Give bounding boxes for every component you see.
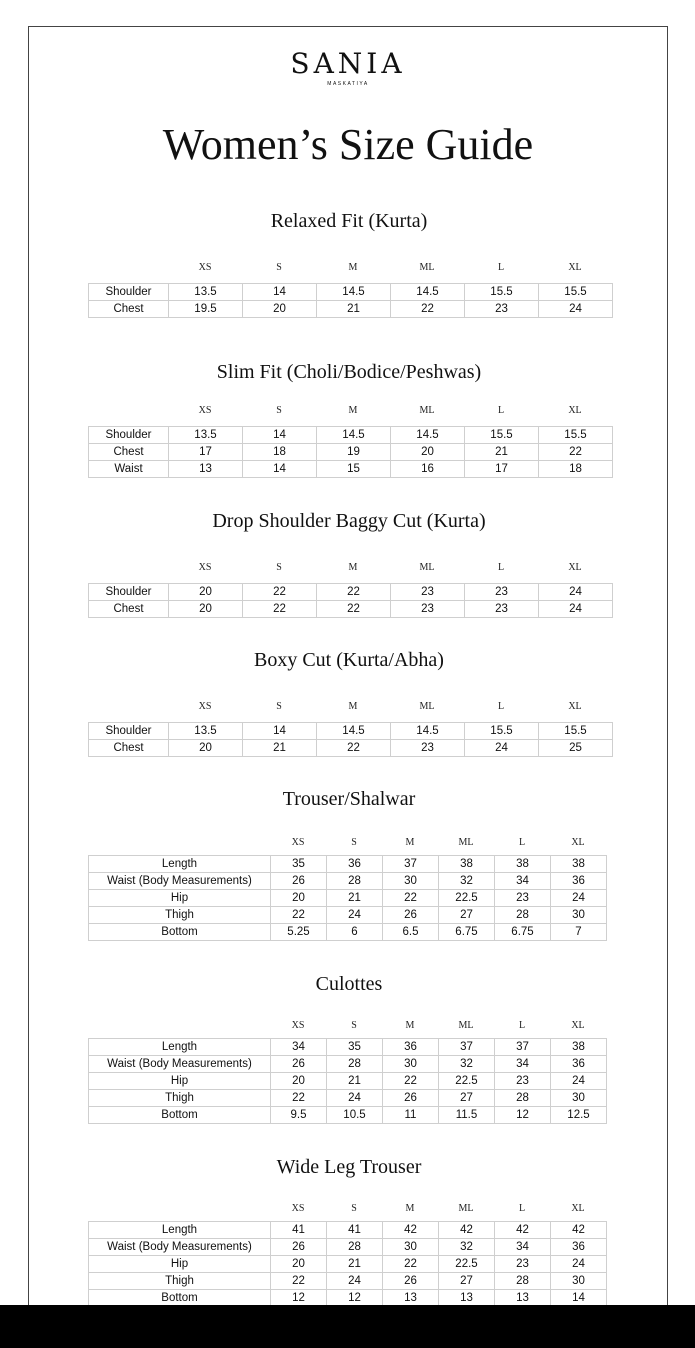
row-label: Hip xyxy=(89,1256,271,1273)
size-header: L xyxy=(518,837,526,848)
table-row xyxy=(89,284,613,301)
measurement-cell: 14 xyxy=(243,723,317,740)
row-label: Shoulder xyxy=(89,723,169,740)
size-table xyxy=(88,722,613,757)
section-title: Culottes xyxy=(315,973,383,995)
measurement-cell: 23 xyxy=(495,1256,551,1273)
size-table xyxy=(88,1221,607,1307)
row-label: Thigh xyxy=(89,1090,271,1107)
measurement-cell: 13 xyxy=(439,1290,495,1307)
measurement-cell: 32 xyxy=(439,1239,495,1256)
measurement-cell: 23 xyxy=(495,1073,551,1090)
measurement-cell: 37 xyxy=(495,1039,551,1056)
size-table xyxy=(88,283,613,318)
measurement-cell: 41 xyxy=(271,1222,327,1239)
measurement-cell: 35 xyxy=(271,856,327,873)
measurement-cell: 38 xyxy=(551,856,607,873)
measurement-cell: 22 xyxy=(383,1073,439,1090)
measurement-cell: 24 xyxy=(551,890,607,907)
measurement-cell: 22.5 xyxy=(439,890,495,907)
measurement-cell: 28 xyxy=(495,1090,551,1107)
size-table xyxy=(88,426,613,478)
measurement-cell: 12 xyxy=(495,1107,551,1124)
measurement-cell: 14.5 xyxy=(317,284,391,301)
measurement-cell: 13.5 xyxy=(169,284,243,301)
row-label: Shoulder xyxy=(89,427,169,444)
measurement-cell: 6.75 xyxy=(439,924,495,941)
measurement-cell: 14.5 xyxy=(391,723,465,740)
table-row xyxy=(89,1056,607,1073)
measurement-cell: 12 xyxy=(327,1290,383,1307)
measurement-cell: 30 xyxy=(551,1273,607,1290)
measurement-cell: 26 xyxy=(271,1239,327,1256)
measurement-cell: 36 xyxy=(383,1039,439,1056)
measurement-cell: 14 xyxy=(243,427,317,444)
size-header: ML xyxy=(458,837,474,848)
measurement-cell: 27 xyxy=(439,1273,495,1290)
measurement-cell: 24 xyxy=(539,601,613,618)
row-label: Waist (Body Measurements) xyxy=(89,1056,271,1073)
measurement-cell: 20 xyxy=(271,890,327,907)
measurement-cell: 37 xyxy=(439,1039,495,1056)
measurement-cell: 18 xyxy=(243,444,317,461)
measurement-cell: 30 xyxy=(383,873,439,890)
size-header: ML xyxy=(419,262,435,273)
measurement-cell: 17 xyxy=(169,444,243,461)
table-row xyxy=(89,601,613,618)
measurement-cell: 23 xyxy=(391,740,465,757)
measurement-cell: 15.5 xyxy=(465,284,539,301)
size-header: M xyxy=(348,562,358,573)
measurement-cell: 23 xyxy=(465,301,539,318)
page-title: Women’s Size Guide xyxy=(162,120,534,169)
measurement-cell: 24 xyxy=(539,584,613,601)
measurement-cell: 15.5 xyxy=(539,723,613,740)
row-label: Length xyxy=(89,856,271,873)
table-row xyxy=(89,1222,607,1239)
table-row xyxy=(89,444,613,461)
measurement-cell: 16 xyxy=(391,461,465,478)
size-header: XL xyxy=(568,262,582,273)
measurement-cell: 14.5 xyxy=(391,284,465,301)
size-header: XS xyxy=(198,405,212,416)
table-row xyxy=(89,1256,607,1273)
size-header: M xyxy=(405,1203,415,1214)
measurement-cell: 11 xyxy=(383,1107,439,1124)
measurement-cell: 22 xyxy=(243,601,317,618)
measurement-cell: 15 xyxy=(317,461,391,478)
size-header: S xyxy=(351,837,357,848)
measurement-cell: 18 xyxy=(539,461,613,478)
measurement-cell: 22 xyxy=(391,301,465,318)
measurement-cell: 36 xyxy=(327,856,383,873)
table-row xyxy=(89,723,613,740)
measurement-cell: 24 xyxy=(327,1273,383,1290)
measurement-cell: 26 xyxy=(271,1056,327,1073)
measurement-cell: 28 xyxy=(495,1273,551,1290)
measurement-cell: 11.5 xyxy=(439,1107,495,1124)
table-row xyxy=(89,924,607,941)
measurement-cell: 14.5 xyxy=(317,427,391,444)
measurement-cell: 30 xyxy=(551,1090,607,1107)
size-header: ML xyxy=(419,562,435,573)
measurement-cell: 36 xyxy=(551,1056,607,1073)
table-row xyxy=(89,890,607,907)
measurement-cell: 13 xyxy=(383,1290,439,1307)
size-header: ML xyxy=(419,405,435,416)
measurement-cell: 28 xyxy=(327,873,383,890)
table-row xyxy=(89,584,613,601)
table-row xyxy=(89,427,613,444)
table-row xyxy=(89,301,613,318)
measurement-cell: 26 xyxy=(383,1090,439,1107)
row-label: Bottom xyxy=(89,1290,271,1307)
size-header: ML xyxy=(419,701,435,712)
measurement-cell: 22 xyxy=(539,444,613,461)
measurement-cell: 28 xyxy=(327,1056,383,1073)
section-title: Wide Leg Trouser xyxy=(276,1156,422,1178)
size-guide-sheet xyxy=(28,26,668,1326)
row-label: Bottom xyxy=(89,1107,271,1124)
measurement-cell: 32 xyxy=(439,1056,495,1073)
measurement-cell: 41 xyxy=(327,1222,383,1239)
measurement-cell: 6 xyxy=(327,924,383,941)
measurement-cell: 5.25 xyxy=(271,924,327,941)
measurement-cell: 22 xyxy=(317,584,391,601)
measurement-cell: 22 xyxy=(317,740,391,757)
size-header: S xyxy=(276,405,282,416)
measurement-cell: 22 xyxy=(383,890,439,907)
measurement-cell: 22.5 xyxy=(439,1073,495,1090)
measurement-cell: 14 xyxy=(243,461,317,478)
measurement-cell: 23 xyxy=(465,601,539,618)
measurement-cell: 21 xyxy=(327,1073,383,1090)
measurement-cell: 34 xyxy=(271,1039,327,1056)
measurement-cell: 14.5 xyxy=(391,427,465,444)
row-label: Bottom xyxy=(89,924,271,941)
measurement-cell: 22 xyxy=(271,1090,327,1107)
measurement-cell: 14 xyxy=(551,1290,607,1307)
row-label: Chest xyxy=(89,601,169,618)
measurement-cell: 23 xyxy=(495,890,551,907)
measurement-cell: 6.5 xyxy=(383,924,439,941)
measurement-cell: 20 xyxy=(271,1073,327,1090)
measurement-cell: 22 xyxy=(271,907,327,924)
size-header: L xyxy=(518,1020,526,1031)
measurement-cell: 13.5 xyxy=(169,723,243,740)
measurement-cell: 36 xyxy=(551,873,607,890)
measurement-cell: 6.75 xyxy=(495,924,551,941)
section-title: Boxy Cut (Kurta/Abha) xyxy=(254,649,444,671)
measurement-cell: 42 xyxy=(439,1222,495,1239)
size-header: S xyxy=(276,562,282,573)
measurement-cell: 14 xyxy=(243,284,317,301)
table-row xyxy=(89,1239,607,1256)
size-header: L xyxy=(518,1203,526,1214)
size-header: XL xyxy=(568,405,582,416)
table-row xyxy=(89,1290,607,1307)
measurement-cell: 27 xyxy=(439,1090,495,1107)
measurement-cell: 30 xyxy=(383,1056,439,1073)
measurement-cell: 34 xyxy=(495,873,551,890)
size-header: XL xyxy=(571,1020,585,1031)
size-table xyxy=(88,1038,607,1124)
measurement-cell: 30 xyxy=(383,1239,439,1256)
measurement-cell: 20 xyxy=(169,601,243,618)
measurement-cell: 35 xyxy=(327,1039,383,1056)
measurement-cell: 23 xyxy=(391,601,465,618)
measurement-cell: 13 xyxy=(169,461,243,478)
measurement-cell: 34 xyxy=(495,1056,551,1073)
row-label: Hip xyxy=(89,890,271,907)
section-title: Slim Fit (Choli/Bodice/Peshwas) xyxy=(216,361,482,383)
row-label: Waist xyxy=(89,461,169,478)
size-header: ML xyxy=(458,1020,474,1031)
brand-subtitle: MASKATIYA xyxy=(327,81,369,87)
measurement-cell: 22 xyxy=(383,1256,439,1273)
row-label: Chest xyxy=(89,301,169,318)
measurement-cell: 22 xyxy=(271,1273,327,1290)
size-table xyxy=(88,583,613,618)
section-title: Trouser/Shalwar xyxy=(282,788,416,810)
measurement-cell: 24 xyxy=(539,301,613,318)
measurement-cell: 21 xyxy=(465,444,539,461)
table-row xyxy=(89,740,613,757)
size-header: M xyxy=(348,262,358,273)
measurement-cell: 20 xyxy=(271,1256,327,1273)
size-header: XS xyxy=(198,262,212,273)
size-header: S xyxy=(276,262,282,273)
size-header: XS xyxy=(291,1203,305,1214)
measurement-cell: 23 xyxy=(391,584,465,601)
table-row xyxy=(89,873,607,890)
measurement-cell: 12.5 xyxy=(551,1107,607,1124)
size-header: L xyxy=(497,701,505,712)
measurement-cell: 13.5 xyxy=(169,427,243,444)
measurement-cell: 14.5 xyxy=(317,723,391,740)
measurement-cell: 20 xyxy=(169,584,243,601)
size-header: XL xyxy=(571,837,585,848)
row-label: Waist (Body Measurements) xyxy=(89,873,271,890)
measurement-cell: 42 xyxy=(551,1222,607,1239)
row-label: Hip xyxy=(89,1073,271,1090)
size-header: M xyxy=(348,405,358,416)
measurement-cell: 12 xyxy=(271,1290,327,1307)
table-row xyxy=(89,1107,607,1124)
measurement-cell: 24 xyxy=(551,1073,607,1090)
row-label: Length xyxy=(89,1039,271,1056)
row-label: Thigh xyxy=(89,1273,271,1290)
measurement-cell: 28 xyxy=(495,907,551,924)
row-label: Length xyxy=(89,1222,271,1239)
measurement-cell: 27 xyxy=(439,907,495,924)
measurement-cell: 38 xyxy=(551,1039,607,1056)
measurement-cell: 15.5 xyxy=(539,427,613,444)
measurement-cell: 19.5 xyxy=(169,301,243,318)
size-header: S xyxy=(276,701,282,712)
measurement-cell: 21 xyxy=(327,1256,383,1273)
bottom-bar xyxy=(0,1305,695,1348)
measurement-cell: 7 xyxy=(551,924,607,941)
measurement-cell: 24 xyxy=(327,1090,383,1107)
size-header: XS xyxy=(198,701,212,712)
size-header: L xyxy=(497,262,505,273)
size-header: XL xyxy=(568,701,582,712)
measurement-cell: 26 xyxy=(383,1273,439,1290)
measurement-cell: 30 xyxy=(551,907,607,924)
size-header: M xyxy=(405,1020,415,1031)
measurement-cell: 32 xyxy=(439,873,495,890)
row-label: Chest xyxy=(89,444,169,461)
row-label: Shoulder xyxy=(89,284,169,301)
size-header: S xyxy=(351,1203,357,1214)
table-row xyxy=(89,1039,607,1056)
section-title: Drop Shoulder Baggy Cut (Kurta) xyxy=(212,510,486,532)
size-header: XL xyxy=(571,1203,585,1214)
measurement-cell: 13 xyxy=(495,1290,551,1307)
size-header: M xyxy=(348,701,358,712)
row-label: Shoulder xyxy=(89,584,169,601)
measurement-cell: 15.5 xyxy=(465,723,539,740)
measurement-cell: 22 xyxy=(317,601,391,618)
measurement-cell: 25 xyxy=(539,740,613,757)
size-header: ML xyxy=(458,1203,474,1214)
measurement-cell: 24 xyxy=(551,1256,607,1273)
measurement-cell: 17 xyxy=(465,461,539,478)
measurement-cell: 38 xyxy=(495,856,551,873)
size-header: XS xyxy=(198,562,212,573)
measurement-cell: 20 xyxy=(169,740,243,757)
measurement-cell: 21 xyxy=(243,740,317,757)
measurement-cell: 24 xyxy=(327,907,383,924)
measurement-cell: 42 xyxy=(495,1222,551,1239)
size-header: L xyxy=(497,405,505,416)
row-label: Chest xyxy=(89,740,169,757)
measurement-cell: 22.5 xyxy=(439,1256,495,1273)
size-header: XS xyxy=(291,1020,305,1031)
table-row xyxy=(89,1273,607,1290)
table-row xyxy=(89,1090,607,1107)
table-row xyxy=(89,1073,607,1090)
measurement-cell: 20 xyxy=(243,301,317,318)
size-header: S xyxy=(351,1020,357,1031)
measurement-cell: 15.5 xyxy=(465,427,539,444)
measurement-cell: 28 xyxy=(327,1239,383,1256)
brand-logo: SANIA xyxy=(290,47,406,80)
row-label: Thigh xyxy=(89,907,271,924)
row-label: Waist (Body Measurements) xyxy=(89,1239,271,1256)
measurement-cell: 15.5 xyxy=(539,284,613,301)
section-title: Relaxed Fit (Kurta) xyxy=(270,210,428,232)
size-header: L xyxy=(497,562,505,573)
measurement-cell: 9.5 xyxy=(271,1107,327,1124)
size-table xyxy=(88,855,607,941)
measurement-cell: 38 xyxy=(439,856,495,873)
measurement-cell: 10.5 xyxy=(327,1107,383,1124)
table-row xyxy=(89,856,607,873)
table-row xyxy=(89,907,607,924)
size-header: XL xyxy=(568,562,582,573)
measurement-cell: 19 xyxy=(317,444,391,461)
measurement-cell: 34 xyxy=(495,1239,551,1256)
measurement-cell: 23 xyxy=(465,584,539,601)
measurement-cell: 36 xyxy=(551,1239,607,1256)
table-row xyxy=(89,461,613,478)
measurement-cell: 24 xyxy=(465,740,539,757)
measurement-cell: 37 xyxy=(383,856,439,873)
measurement-cell: 26 xyxy=(271,873,327,890)
size-header: XS xyxy=(291,837,305,848)
measurement-cell: 21 xyxy=(317,301,391,318)
measurement-cell: 20 xyxy=(391,444,465,461)
measurement-cell: 42 xyxy=(383,1222,439,1239)
size-header: M xyxy=(405,837,415,848)
measurement-cell: 21 xyxy=(327,890,383,907)
measurement-cell: 26 xyxy=(383,907,439,924)
measurement-cell: 22 xyxy=(243,584,317,601)
